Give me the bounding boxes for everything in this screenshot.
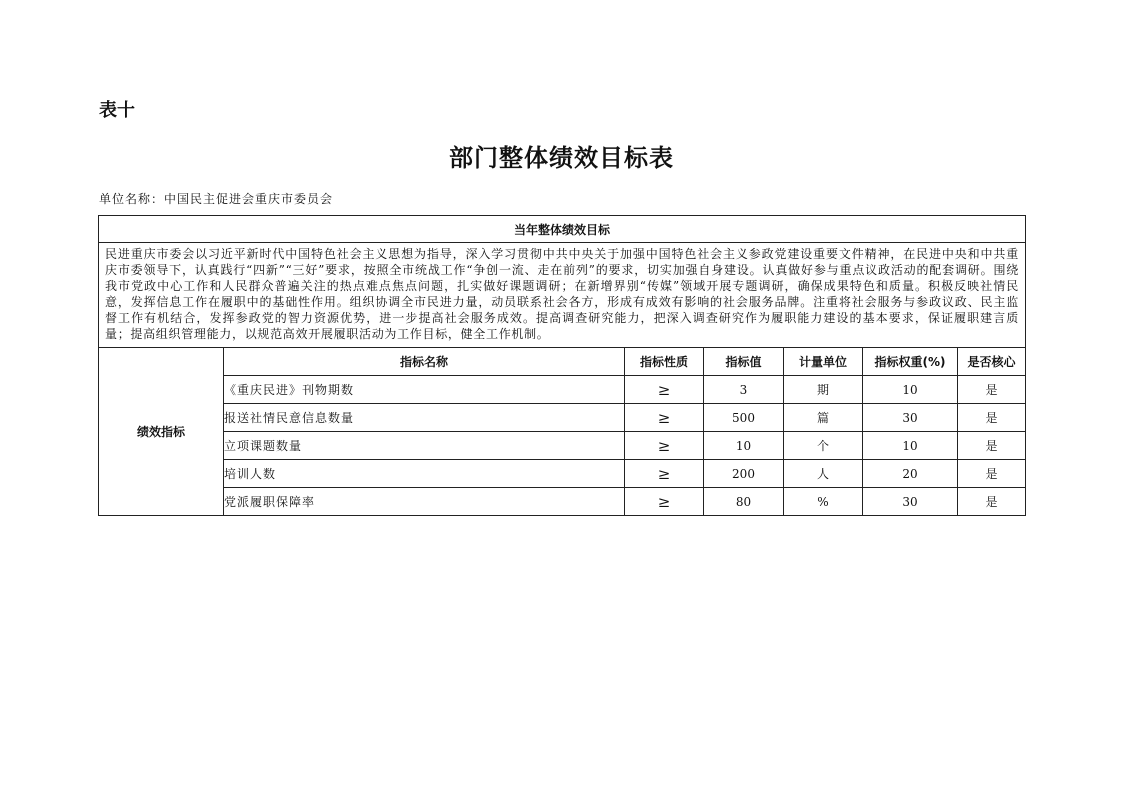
col-header-name: 指标名称 [224,348,625,376]
table-number: 表十 [99,100,135,121]
col-header-nature: 指标性质 [625,348,704,376]
col-header-value: 指标值 [704,348,784,376]
indicator-name: 党派履职保障率 [224,488,625,516]
indicator-name: 《重庆民进》刊物期数 [224,376,625,404]
page-title: 部门整体绩效目标表 [449,143,674,172]
indicator-unit: 篇 [784,404,863,432]
indicator-value: 500 [704,404,784,432]
indicator-core: 是 [958,376,1026,404]
annual-goal-heading: 当年整体绩效目标 [99,216,1026,243]
table-row [99,376,1026,404]
indicator-weight: 30 [863,404,958,432]
indicator-weight: 10 [863,432,958,460]
annual-goal-text: 民进重庆市委会以习近平新时代中国特色社会主义思想为指导，深入学习贯彻中共中央关于加强中国特色社会主义参政党建设重要文件精神，在民进中央和中共重庆市委领导下，认真践行“四新”“三好”要求，按照全市统战工作“争创一流、走在前列”的要求，切实加强自身建设。认真做好参与重点议政活动的配套调研。围绕我市党政中心工作和人民群众普遍关注的热点难点焦点问题，扎实做好课题调研；在新增界别“传媒”领域开展专题调研，确保成果特色和质量。积极反映社情民意，发挥信息工作在履职中的基础性作用。组织协调全市民进力量，动员联系社会各方，形成有成效有影响的社会服务品牌。注重将社会服务与参政议政、民主监督工作有机结合，发挥参政党的智力资源优势，进一步提高社会服务成效。提高调查研究能力，把深入调查研究作为履职能力建设的基本要求，保证履职建言质量；提高组织管理能力，以规范高效开展履职活动为工作目标，健全工作机制。 [99,243,1026,348]
unit-name: 单位名称：中国民主促进会重庆市委员会 [99,192,334,206]
indicator-operator: ≥ [625,432,704,460]
indicator-name: 立项课题数量 [224,432,625,460]
indicator-operator: ≥ [625,460,704,488]
indicator-value: 10 [704,432,784,460]
table-row [99,460,1026,488]
indicator-core: 是 [958,460,1026,488]
indicator-operator: ≥ [625,376,704,404]
indicator-operator: ≥ [625,488,704,516]
indicator-unit: 期 [784,376,863,404]
col-header-core: 是否核心 [958,348,1026,376]
performance-table [98,215,1026,516]
table-row [99,488,1026,516]
indicator-weight: 30 [863,488,958,516]
indicator-core: 是 [958,488,1026,516]
indicator-unit: % [784,488,863,516]
indicator-name: 培训人数 [224,460,625,488]
indicator-core: 是 [958,432,1026,460]
indicator-operator: ≥ [625,404,704,432]
table-row [99,404,1026,432]
indicator-unit: 人 [784,460,863,488]
indicator-core: 是 [958,404,1026,432]
col-header-weight: 指标权重(%) [863,348,958,376]
indicator-weight: 20 [863,460,958,488]
col-header-unit: 计量单位 [784,348,863,376]
indicator-unit: 个 [784,432,863,460]
indicator-name: 报送社情民意信息数量 [224,404,625,432]
indicator-weight: 10 [863,376,958,404]
indicator-value: 80 [704,488,784,516]
table-row [99,432,1026,460]
indicator-value: 3 [704,376,784,404]
indicators-section-label: 绩效指标 [99,348,224,516]
indicator-value: 200 [704,460,784,488]
